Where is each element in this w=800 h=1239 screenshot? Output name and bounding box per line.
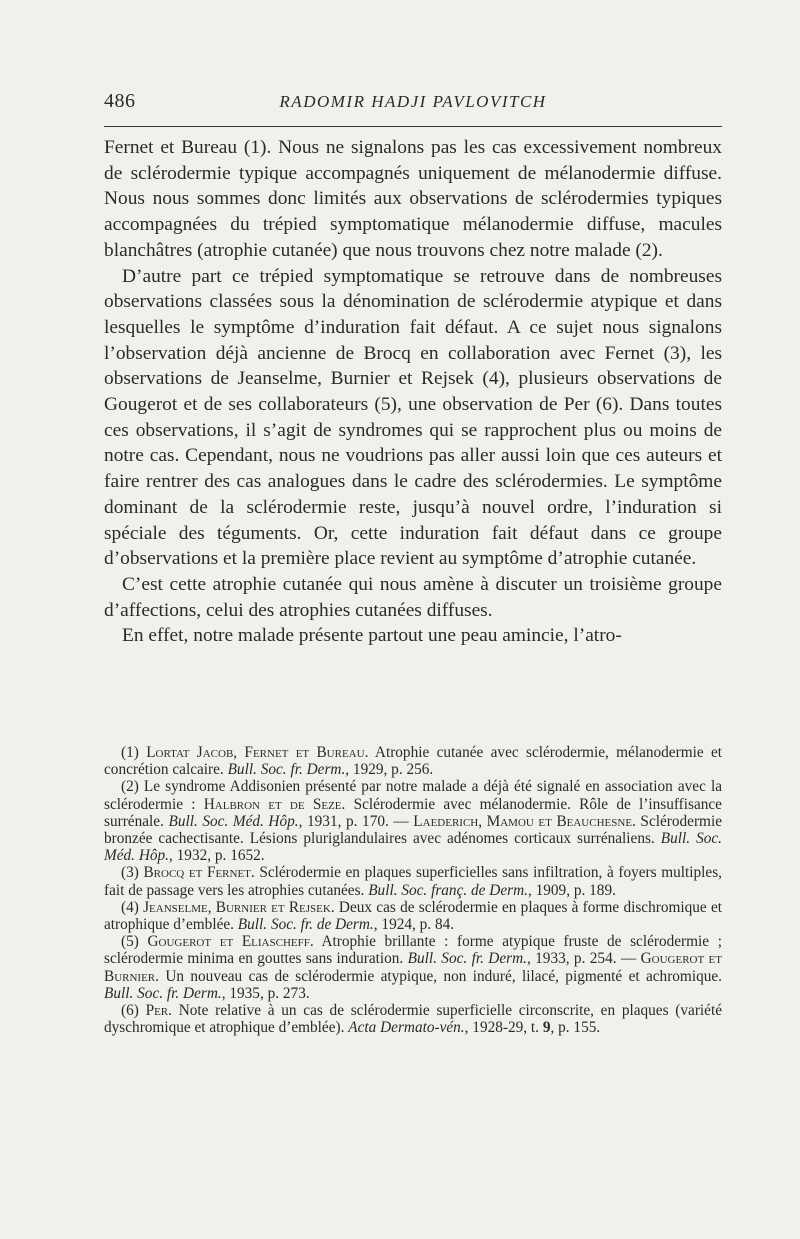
footnote-source: Bull. Soc. fr. Derm. [227,761,346,779]
footnote-number: (5) [121,933,139,951]
footnote-source: Acta Dermato-vén. [348,1019,465,1037]
footnote-tail: , p. 155. [550,1019,601,1037]
footnote-text: Sclérodermie avec mélanodermie. Rôle de l’insuffisance surrénale. [104,795,722,830]
footnote-number: (3) [121,864,139,882]
page-number: 486 [104,90,136,112]
footnote-text: Note relative à un cas de sclérodermie superficielle circonscrite, en plaques (variété dyschromique et atrophique d’emblée). [104,1002,722,1037]
footnote-volume: 9 [542,1019,551,1037]
footnote-authors: Brocq et Fernet. [143,864,255,882]
footnote-text: Atrophie cutanée avec sclérodermie, mélanodermie et concrétion calcaire. [104,744,722,779]
footnote-5 [104,933,722,1002]
paragraph-4: En effet, notre malade présente partout une peau amincie, l’atro- [122,625,622,647]
footnote-authors: Gougerot et Burnier. [104,950,722,985]
footnote-tail: , 1924, p. 84. [373,916,455,934]
paragraph-1: Fernet et Bureau (1). Nous ne signalons pas les cas excessivement nombreux de sclérodermie typique accompagnés uniquement de mélanodermie diffuse. Nous nous sommes donc limités aux observations de sclérodermies typiques accompagnées du trépied symptomatique mélanodermie diffuse, macules blanchâtres (atrophie cutanée) que nous trouvons chez notre malade (2). [104,137,722,261]
footnote-number: (2) [121,778,139,796]
footnote-authors: Gougerot et Eliascheff. [147,933,314,951]
footnote-3 [104,864,722,898]
running-head: RADOMIR HADJI PAVLOVITCH [279,92,547,111]
footnote-authors: Halbron et de Seze. [203,795,346,813]
footnote-authors: Per. [145,1002,172,1020]
footnote-tail: , 1935, p. 273. [221,984,310,1002]
footnote-text: Un nouveau cas de sclérodermie atypique, non induré, lilacé, pigmenté et achromique. [158,967,722,985]
footnote-number: (1) [121,744,139,761]
footnote-number: (4) [121,898,139,916]
footnote-text: Sclérodermie en plaques superficielles sans infiltration, à foyers multiples, fait de passage vers les atrophies cutanées. [104,864,722,899]
footnote-4 [104,899,722,933]
footnote-text: , 1931, p. 170. — [298,812,414,830]
paragraph-2: D’autre part ce trépied symptomatique se retrouve dans de nombreuses observations classées sous la dénomination de sclérodermie atypique et dans lesquelles le symptôme d’induration fait défaut. A ce sujet nous signalons l’observation déjà ancienne de Brocq en collaboration avec Fernet (3), les observations de Jeanselme, Burnier et Rejsek (4), plusieurs observations de Gougerot et de ses collaborateurs (5), une observation de Per (6). Dans toutes ces observations, il s’agit de syndromes qui se rapprochent plus ou moins de notre cas. Cependant, nous ne voudrions pas aller aussi loin que ces auteurs et faire rentrer des cas analogues dans le cadre des sclérodermies. Le symptôme dominant de la sclérodermie reste, jusqu’à nouvel ordre, l’induration si spéciale des téguments. Or, cette induration fait défaut dans ce groupe d’observations et la première place revient au symptôme d’atrophie cutanée. [104,265,722,570]
footnote-text: , 1933, p. 254. — [526,950,641,968]
footnote-source: Bull. Soc. fr. Derm. [407,950,527,968]
footnote-tail: , 1929, p. 256. [345,761,434,779]
footnote-text: Le syndrome Addisonien présenté par notre malade a déjà été signalé en association avec la sclérodermie : [104,778,722,813]
footnote-text: Sclérodermie bronzée cachectisante. Lésions pluriglandulaires avec adénomes corticaux surrénaliens. [104,812,722,848]
footnote-text: Atrophie brillante : forme atypique fruste de sclérodermie ; sclérodermie minima en gouttes sans induration. [104,933,722,968]
footnote-text: Deux cas de sclérodermie en plaques à forme dischromique et atrophique d’emblée. [104,898,723,934]
footnote-source: Bull. Soc. fr. de Derm. [237,916,374,934]
footnote-tail: , 1909, p. 189. [527,881,616,899]
main-text [104,135,722,649]
paragraph-3: C’est cette atrophie cutanée qui nous amène à discuter un troisième groupe d’affections, celui des atrophies cutanées diffuses. [104,573,722,621]
footnote-source: Bull. Soc. Méd. Hôp. [168,812,299,830]
footnote-2 [104,778,722,864]
page-header [104,84,722,118]
header-rule [104,126,722,127]
footnote-number: (6) [121,1002,139,1020]
footnote-source: Bull. Soc. Méd. Hôp. [104,830,722,865]
footnote-tail: , 1932, p. 1652. [169,847,265,865]
footnote-source: Bull. Soc. franç. de Derm. [368,881,528,899]
footnote-authors: Jeanselme, Burnier et Rejsek. [143,898,335,916]
footnote-tail: , 1928-29, t. [464,1019,543,1037]
footnote-authors: Laederich, Mamou et Beauchesne. [413,812,636,830]
footnote-1 [104,744,722,778]
footnotes [104,744,722,1036]
footnote-source: Bull. Soc. fr. Derm. [104,984,222,1002]
footnote-6 [104,1002,722,1036]
footnote-authors: Lortat Jacob, Fernet et Bureau. [146,744,369,761]
